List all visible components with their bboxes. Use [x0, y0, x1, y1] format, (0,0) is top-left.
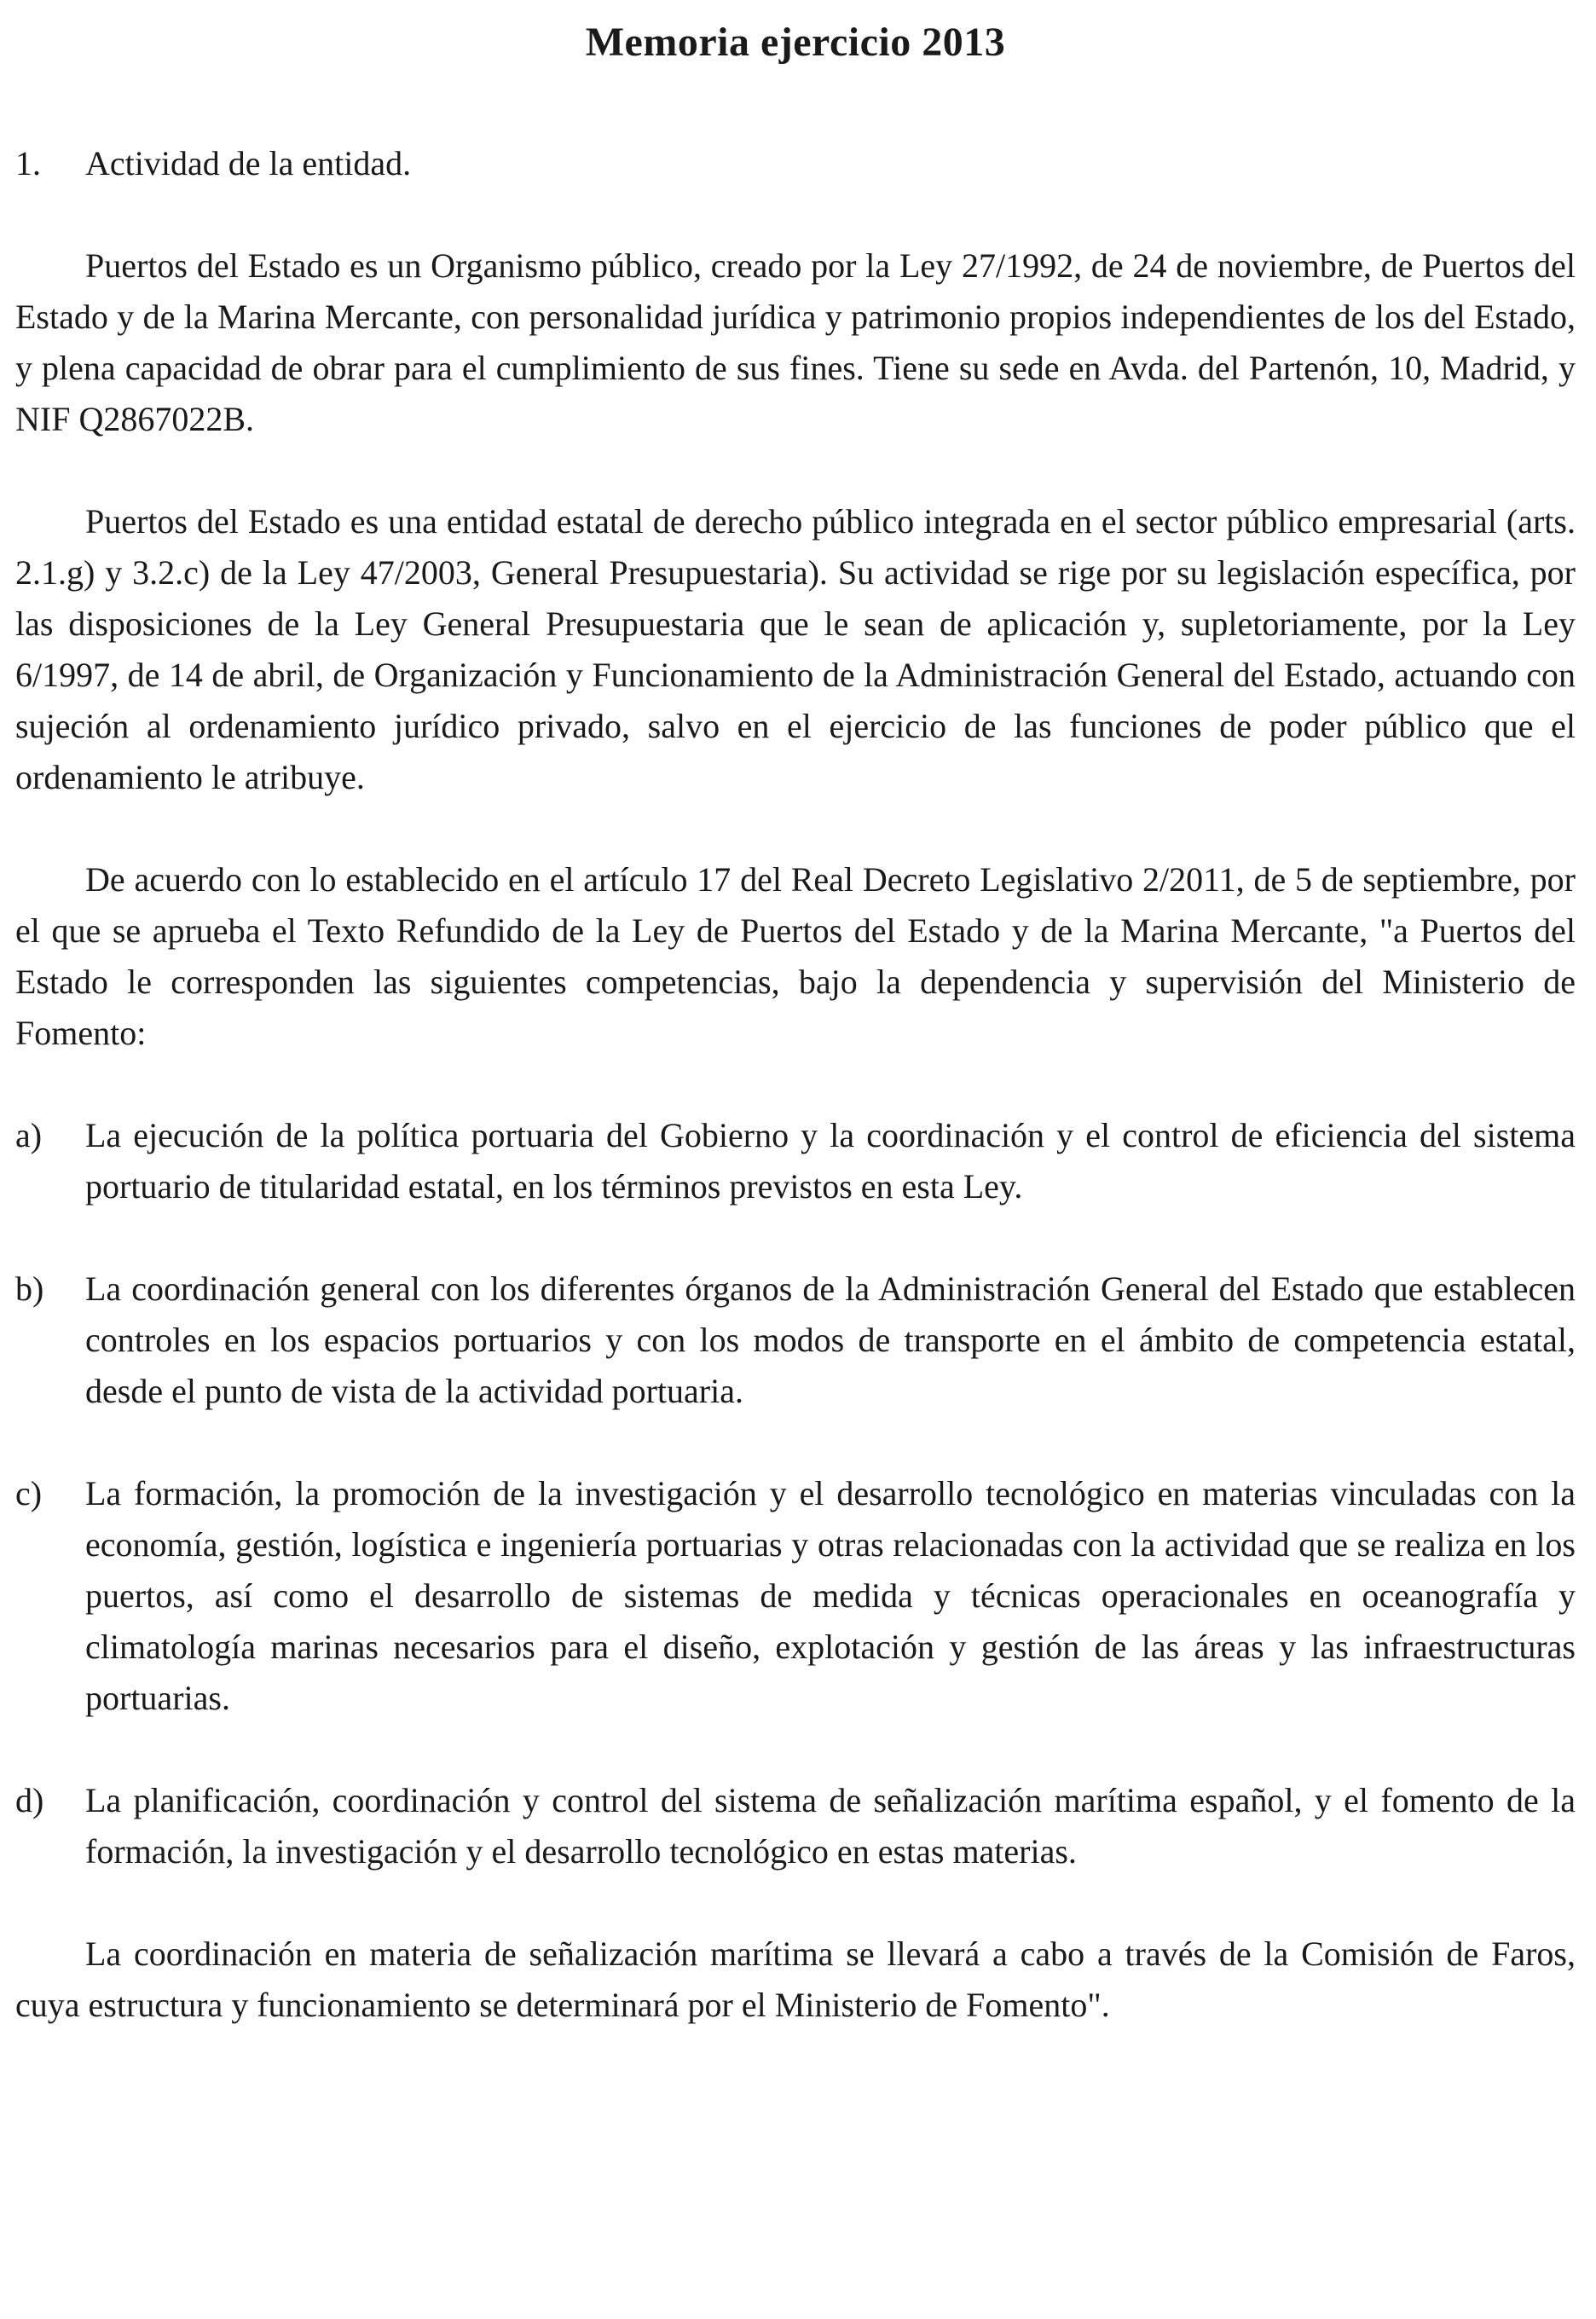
list-item-text: La ejecución de la política portuaria del Gobierno y la coordinación y el control de eficiencia del sistema portuario de titularidad estatal, en los términos previstos en esta Ley. [85, 1116, 1576, 1206]
document-title: Memoria ejercicio 2013 [585, 20, 1006, 65]
list-item-text: La planificación, coordinación y control del sistema de señalización marítima español, y el fomento de la formación, la investigación y el desarrollo tecnológico en estas materias. [85, 1781, 1576, 1871]
document-page [15, 0, 1576, 2031]
list-item-text: La formación, la promoción de la investigación y el desarrollo tecnológico en materias vinculadas con la economía, gestión, logística e ingeniería portuarias y otras relacionadas con la actividad que se realiza en los puertos, así como el desarrollo de sistemas de medida y técnicas operacionales en oceanografía y climatología marinas necesarios para el diseño, explotación y gestión de las áreas y las infraestructuras portuarias. [85, 1474, 1576, 1717]
section-number: 1. [15, 144, 41, 182]
list-item-a [15, 1110, 1576, 1212]
paragraph-1: Puertos del Estado es un Organismo público, creado por la Ley 27/1992, de 24 de noviembre, de Puertos del Estado y de la Marina Mercante, con personalidad jurídica y patrimonio propios independientes de los del Estado, y plena capacidad de obrar para el cumplimiento de sus fines. Tiene su sede en Avda. del Partenón, 10, Madrid, y NIF Q2867022B. [15, 246, 1576, 438]
list-marker: d) [15, 1781, 44, 1819]
list-marker: c) [15, 1474, 43, 1512]
list-item-c [15, 1468, 1576, 1724]
paragraph-3: De acuerdo con lo establecido en el artículo 17 del Real Decreto Legislativo 2/2011, de 5 de septiembre, por el que se aprueba el Texto Refundido de la Ley de Puertos del Estado y de la Marina Mercante, "a Puertos del Estado le corresponden las siguientes competencias, bajo la dependencia y supervisión del Ministerio de Fomento: [15, 860, 1576, 1052]
list-item-b [15, 1264, 1576, 1417]
list-marker: b) [15, 1269, 44, 1308]
section-heading-text: Actividad de la entidad. [85, 144, 412, 182]
list-marker: a) [15, 1116, 43, 1154]
closing-paragraph: La coordinación en materia de señalización marítima se llevará a cabo a través de la Comisión de Faros, cuya estructura y funcionamiento se determinará por el Ministerio de Fomento". [15, 1934, 1576, 2024]
paragraph-2: Puertos del Estado es una entidad estatal de derecho público integrada en el sector público empresarial (arts. 2.1.g) y 3.2.c) de la Ley 47/2003, General Presupuestaria). Su actividad se rige por su legislación específica, por las disposiciones de la Ley General Presupuestaria que le sean de aplicación y, supletoriamente, por la Ley 6/1997, de 14 de abril, de Organización y Funcionamiento de la Administración General del Estado, actuando con sujeción al ordenamiento jurídico privado, salvo en el ejercicio de las funciones de poder público que el ordenamiento le atribuye. [15, 502, 1576, 796]
section-heading [15, 138, 1576, 189]
list-item-text: La coordinación general con los diferentes órganos de la Administración General del Estado que establecen controles en los espacios portuarios y con los modos de transporte en el ámbito de competencia estatal, desde el punto de vista de la actividad portuaria. [85, 1269, 1576, 1410]
list-item-d [15, 1775, 1576, 1877]
